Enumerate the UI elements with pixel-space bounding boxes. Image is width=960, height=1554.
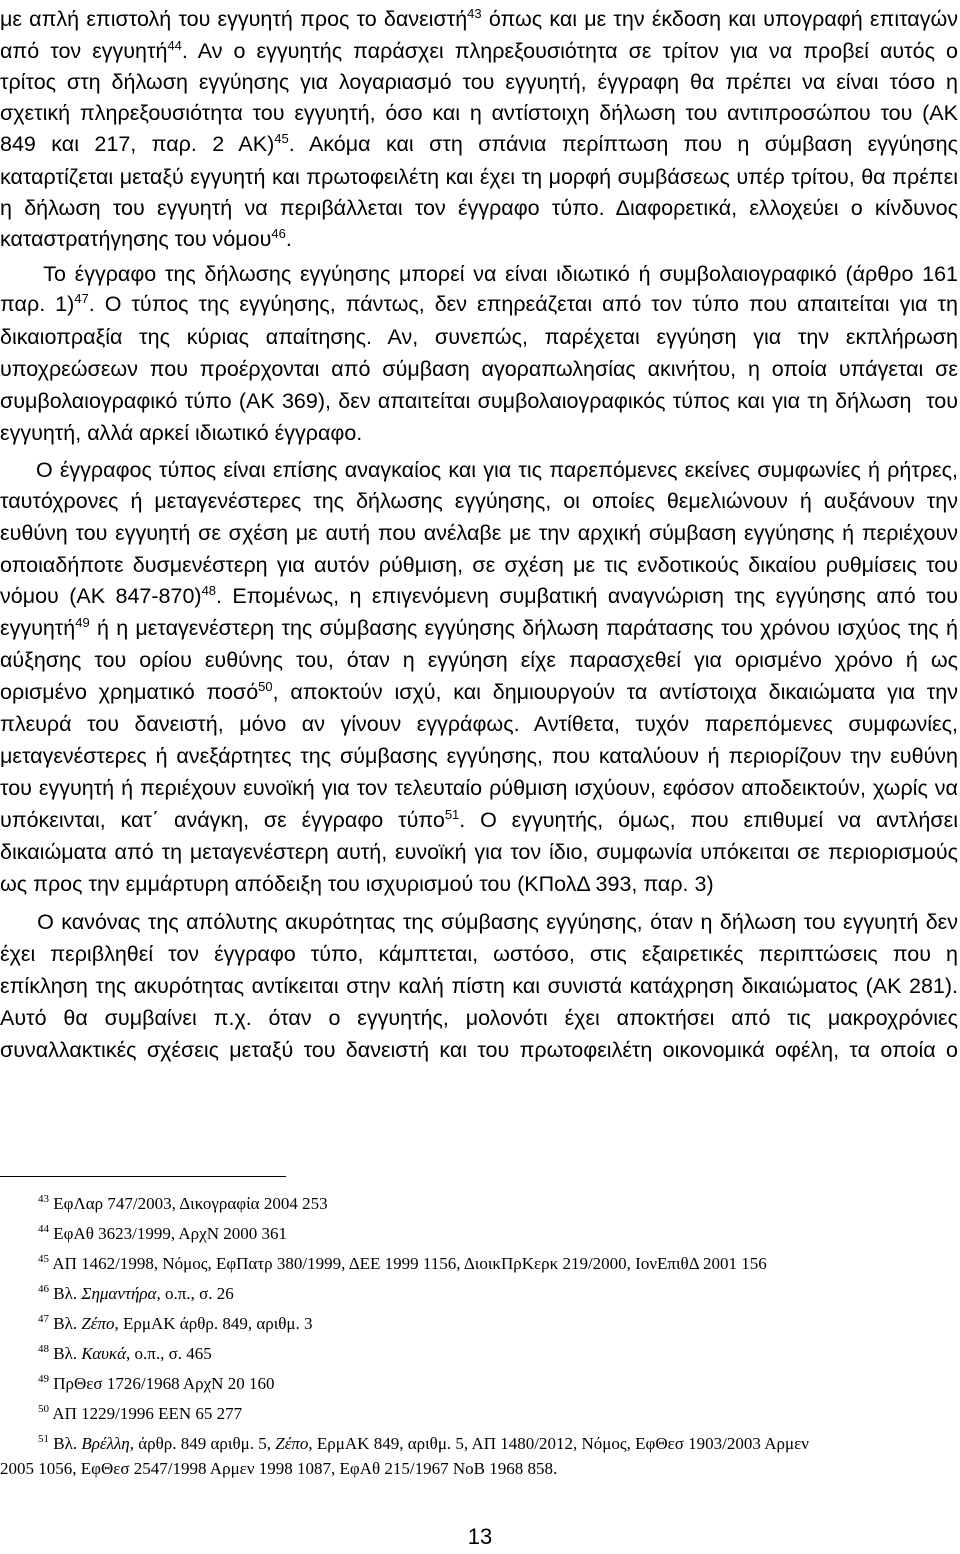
body-line: [0, 973, 958, 999]
body-line-text: συμβολαιογραφικό τύπο (ΑΚ 369), δεν απαιτείται συμβολαιογραφικός τύπος και για τη δήλωση του: [0, 389, 958, 413]
body-line-text: . Ο τύπος της εγγύησης, πάντως, δεν επηρεάζεται από τον τύπο που απαιτείται για τη: [88, 292, 958, 316]
footnote-author: Σημαντήρα: [81, 1284, 157, 1303]
body-line: [0, 488, 958, 514]
footnote-number: 49: [38, 1373, 49, 1385]
body-line-text: Ο κανόνας της απόλυτης ακυρότητας της σύμβασης εγγύησης, όταν η δήλωση του εγγυητή δεν: [0, 910, 958, 934]
body-line-text: . Ακόμα και στη σπάνια περίπτωση που η σύμβαση εγγύησης: [288, 132, 958, 156]
footnote-ref[interactable]: 51: [444, 807, 460, 822]
footnote-number: 50: [38, 1403, 49, 1415]
footnote-text: ΠρΘεσ 1726/1968 ΑρχΝ 20 160: [53, 1374, 275, 1393]
footnote-text: Βλ.: [53, 1344, 82, 1363]
body-line: [0, 909, 958, 935]
body-line-text: ευθύνη του εγγυητή σε σχέση με αυτή που ανέλαβε με την αρχική σύμβαση εγγύησης ή περιέχουν: [0, 521, 958, 545]
body-line: [0, 807, 958, 833]
body-line: [0, 679, 958, 705]
body-line-text: . Επομένως, η επιγενόμενη συμβατική αναγνώριση της εγγύησης από του: [216, 584, 958, 608]
body-line-text: από τον εγγυητή: [0, 39, 168, 63]
body-line: [0, 226, 958, 252]
body-line-text: Αυτό θα συμβαίνει π.χ. όταν ο εγγυητής, μολονότι έχει αποκτήσει από τις μακροχρόνιες: [0, 1006, 958, 1030]
footnote-text: ΕφΛαρ 747/2003, Δικογραφία 2004 253: [53, 1194, 328, 1213]
footnote-ref[interactable]: 50: [258, 679, 273, 694]
body-line: [0, 261, 958, 287]
body-line-text: υποχρεώσεων που προέρχονται από σύμβαση αγοραπωλησίας ακινήτου, η οποία υπάγεται σε: [0, 357, 958, 381]
body-line: [0, 291, 958, 317]
body-line: [0, 195, 958, 221]
footnote-separator: [0, 1176, 286, 1177]
body-line: [0, 711, 958, 737]
body-line-text: εγγυητή: [0, 616, 76, 640]
footnote: [0, 1193, 960, 1215]
footnote-ref[interactable]: 44: [167, 38, 182, 53]
body-line: [0, 420, 958, 446]
footnote-author: Ζέπο: [81, 1314, 115, 1333]
body-line: [0, 615, 958, 641]
footnote: [0, 1223, 960, 1245]
footnote-text: , ΕρμΑΚ άρθρ. 849, αριθμ. 3: [114, 1314, 313, 1333]
body-line: [0, 941, 958, 967]
footnote-ref[interactable]: 43: [467, 6, 482, 21]
footnote: [0, 1283, 960, 1305]
body-line-text: Ο έγγραφος τύπος είναι επίσης αναγκαίος και για τις παρεπόμενες εκείνες συμφωνίες ή ρήτρες,: [0, 458, 958, 482]
body-line-text: υπόκεινται, κατ΄ ανάγκη, σε έγγραφο τύπο: [0, 808, 445, 832]
footnote-text: ΕφΑθ 3623/1999, ΑρχΝ 2000 361: [53, 1224, 287, 1243]
footnote: [0, 1433, 960, 1455]
body-line-text: με απλή επιστολή του εγγυητή προς το δανειστή: [0, 7, 468, 31]
footnote-author: Ζέπο: [275, 1434, 309, 1453]
footnote-ref[interactable]: 46: [271, 226, 286, 241]
body-line: [0, 1037, 958, 1063]
body-line: [0, 324, 958, 350]
body-line: [0, 647, 958, 673]
footnote: [0, 1373, 960, 1395]
footnote-text: Βλ.: [53, 1434, 82, 1453]
footnote-text: , ο.π., σ. 26: [156, 1284, 234, 1303]
body-line-text: πλευρά του δανειστή, μόνο αν γίνουν εγγράφως. Αντίθετα, τυχόν παρεπόμενες συμφωνίες,: [0, 712, 958, 736]
body-line: [0, 100, 958, 126]
body-line-text: 849 και 217, παρ. 2 ΑΚ): [0, 132, 275, 156]
footnote-ref[interactable]: 47: [74, 291, 89, 306]
body-line-text: αύξησης του ορίου ευθύνης του, όταν η εγγύηση είχε παρασχεθεί για ορισμένο χρόνο ή ως: [0, 648, 958, 672]
body-line-text: μεταγενέστερες ή ανεξάρτητες της σύμβασης εγγύησης, που καταλύουν ή περιορίζουν την ευθύνη: [0, 744, 958, 768]
body-line: [0, 520, 958, 546]
body-line-text: όπως και με την έκδοση και υπογραφή επιταγών: [481, 7, 959, 31]
body-line: [0, 552, 958, 578]
body-line-text: , αποκτούν ισχύ, και δημιουργούν τα αντίστοιχα δικαιώματα για την: [272, 680, 958, 704]
body-line-text: καταρτίζεται μεταξύ εγγυητή και πρωτοφειλέτη και έχει τη μορφή συμβάσεως υπέρ τρίτου, θα πρέπει: [0, 165, 958, 189]
body-line-text: δικαιώματα από τη μεταγενέστερη αυτή, ευνοϊκή για τον ίδιο, συμφωνία υπόκειται σε περιορισμούς: [0, 840, 958, 864]
body-line-text: δικαιοπραξία της κύριας απαίτησης. Αν, συνεπώς, παρέχεται εγγύηση για την εκπλήρωση: [0, 325, 958, 349]
body-line-text: παρ. 1): [0, 292, 75, 316]
body-line-text: νόμου (ΑΚ 847-870): [0, 584, 202, 608]
body-line-text: η δήλωση του εγγυητή να περιβάλλεται τον έγγραφο τύπο. Διαφορετικά, ελλοχεύει ο κίνδυνος: [0, 196, 958, 220]
body-line-text: .: [285, 227, 292, 251]
footnote-text: , άρθρ. 849 αριθμ. 5,: [129, 1434, 276, 1453]
footnote-ref[interactable]: 49: [75, 615, 90, 630]
body-line: [0, 1005, 958, 1031]
footnote-text: ΑΠ 1229/1996 ΕΕΝ 65 277: [52, 1404, 243, 1423]
footnote: [0, 1403, 960, 1425]
footnote-author: Καυκά: [81, 1344, 127, 1363]
footnote-ref[interactable]: 45: [274, 131, 289, 146]
body-line: [0, 388, 958, 414]
footnote-number: 44: [38, 1223, 49, 1235]
body-line-text: επίκληση της ακυρότητας αντίκειται στην καλή πίστη και συνιστά κατάχρηση δικαιώματος (ΑΚ 281).: [0, 974, 958, 998]
footnote-text: ΑΠ 1462/1998, Νόμος, ΕφΠατρ 380/1999, ΔΕΕ 1999 1156, ΔιοικΠρΚερκ 219/2000, ΙονΕπιθΔ 2001 156: [52, 1254, 767, 1273]
footnote-text: , ΕρμΑΚ 849, αριθμ. 5, ΑΠ 1480/2012, Νόμος, ΕφΘεσ 1903/2003 Αρμεν: [308, 1434, 809, 1453]
body-line-text: ταυτόχρονες ή μεταγενέστερες της δήλωσης εγγύησης, οι οποίες θεμελιώνουν ή αυξάνουν την: [0, 489, 958, 513]
body-line-text: του εγγυητή ή περιέχουν ευνοϊκή για τον τελευταίο ρύθμιση ισχύουν, εφόσον αποδεικτούν, χωρίς να: [0, 776, 958, 800]
body-line-text: ορισμένο χρηματικό ποσό: [0, 680, 259, 704]
footnote-number: 45: [38, 1253, 49, 1265]
body-line-text: . Ο εγγυητής, όμως, που επιθυμεί να αντλήσει: [459, 808, 959, 832]
footnote-text: , ο.π., σ. 465: [126, 1344, 212, 1363]
footnote: [0, 1313, 960, 1335]
body-line-text: ή η μεταγενέστερη της σύμβασης εγγύησης δήλωση παράτασης του χρόνου ισχύος της ή: [89, 616, 958, 640]
body-line: [0, 743, 958, 769]
footnote-text: Βλ.: [53, 1314, 82, 1333]
body-line: [0, 69, 958, 95]
body-line-text: . Αν ο εγγυητής παράσχει πληρεξουσιότητα σε τρίτον για να προβεί αυτός ο: [181, 39, 958, 63]
body-line-text: σχετική πληρεξουσιότητα του εγγυητή, όσο και η αντίστοιχη δήλωση του αντιπροσώπου του (ΑΚ: [0, 101, 958, 125]
footnote-number: 43: [38, 1193, 49, 1205]
footnote-author: Βρέλλη: [81, 1434, 130, 1453]
body-line: [0, 775, 958, 801]
footnote-text: Βλ.: [53, 1284, 82, 1303]
footnote-number: 46: [38, 1283, 49, 1295]
body-line: [0, 356, 958, 382]
body-line-text: τρίτος στη δήλωση εγγύησης για λογαριασμό του εγγυητή, έγγραφη θα πρέπει να είναι τόσο η: [0, 70, 958, 94]
body-line: [0, 131, 958, 157]
footnote-text: 2005 1056, ΕφΘεσ 2547/1998 Αρμεν 1998 1087, ΕφΑθ 215/1967 ΝοΒ 1968 858.: [0, 1459, 558, 1478]
footnote: [0, 1458, 958, 1480]
body-line: [0, 839, 958, 865]
footnote-ref[interactable]: 48: [201, 583, 217, 598]
footnote: [0, 1343, 960, 1365]
footnote-number: 51: [38, 1433, 49, 1445]
body-line-text: έχει περιβληθεί τον έγγραφο τύπο, κάμπτεται, ωστόσο, στις εξαιρετικές περιπτώσεις που η: [0, 942, 958, 966]
body-line-text: καταστρατήγησης του νόμου: [0, 227, 272, 251]
body-line: [0, 583, 958, 609]
body-line-text: εγγυητή, αλλά αρκεί ιδιωτικό έγγραφο.: [0, 421, 363, 445]
body-line: [0, 164, 958, 190]
body-line-text: ως προς την εμμάρτυρη απόδειξη του ισχυρισμού του (ΚΠολΔ 393, παρ. 3): [0, 872, 714, 896]
footnote-number: 48: [38, 1343, 49, 1355]
body-line-text: Το έγγραφο της δήλωσης εγγύησης μπορεί να είναι ιδιωτικό ή συμβολαιογραφικό (άρθρο 161: [0, 262, 958, 286]
page-number: 13: [467, 1524, 493, 1549]
body-line: [0, 457, 958, 483]
body-line-text: συναλλακτικές σχέσεις μεταξύ του δανειστή και του πρωτοφειλέτη οικονομικά οφέλη, τα οποία ο: [0, 1038, 958, 1062]
body-line: [0, 6, 958, 32]
footnote-number: 47: [38, 1313, 49, 1325]
body-line: [0, 871, 958, 897]
body-line: [0, 38, 958, 64]
body-line-text: οποιαδήποτε δυσμενέστερη για αυτόν ρύθμιση, σε σχέση με τις ενδοτικούς δικαίου ρυθμίσεις του: [0, 553, 958, 577]
footnote: [0, 1253, 960, 1275]
